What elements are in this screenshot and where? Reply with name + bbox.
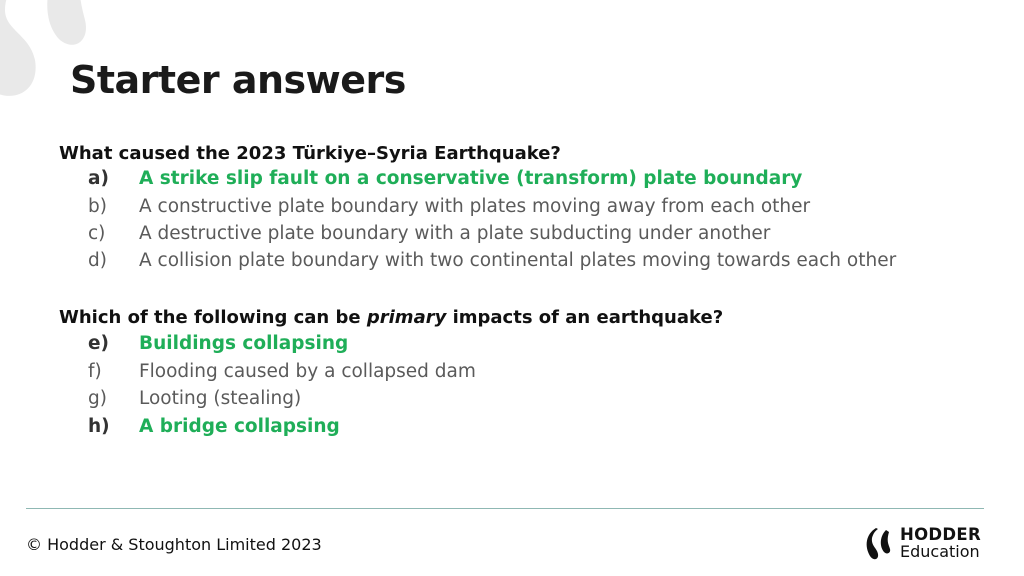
copyright-text: © Hodder & Stoughton Limited 2023 xyxy=(26,535,322,554)
answer-letter: e) xyxy=(88,333,110,354)
slide-title: Starter answers xyxy=(70,58,406,102)
answer-letter: c) xyxy=(88,223,106,244)
logo-sub: Education xyxy=(900,542,980,561)
question-2-text-end: impacts of an earthquake? xyxy=(446,307,724,328)
hodder-logo-icon xyxy=(862,526,896,562)
answer-letter: f) xyxy=(88,361,102,382)
hodder-education-logo xyxy=(862,526,990,562)
answer-text: Buildings collapsing xyxy=(139,333,349,354)
question-2-emphasis: primary xyxy=(366,307,447,328)
answer-text: Looting (stealing) xyxy=(139,388,302,409)
question-1: What caused the 2023 Türkiye–Syria Earthquake? xyxy=(59,143,561,164)
question-2-text: Which of the following can be xyxy=(59,307,367,328)
answer-text: A collision plate boundary with two continental plates moving towards each other xyxy=(139,250,897,271)
answer-text: A strike slip fault on a conservative (transform) plate boundary xyxy=(139,168,803,189)
answer-letter: a) xyxy=(88,168,109,189)
logo-brand: HODDER xyxy=(900,525,982,544)
footer-divider xyxy=(26,508,984,509)
answer-text: A destructive plate boundary with a plate subducting under another xyxy=(139,223,771,244)
answer-text: A constructive plate boundary with plates moving away from each other xyxy=(139,196,811,217)
answer-text: A bridge collapsing xyxy=(139,416,340,437)
answer-letter: b) xyxy=(88,196,107,217)
answer-letter: h) xyxy=(88,416,110,437)
answer-letter: g) xyxy=(88,388,107,409)
answer-letter: d) xyxy=(88,250,107,271)
answer-text: Flooding caused by a collapsed dam xyxy=(139,361,476,382)
question-2 xyxy=(59,307,723,328)
